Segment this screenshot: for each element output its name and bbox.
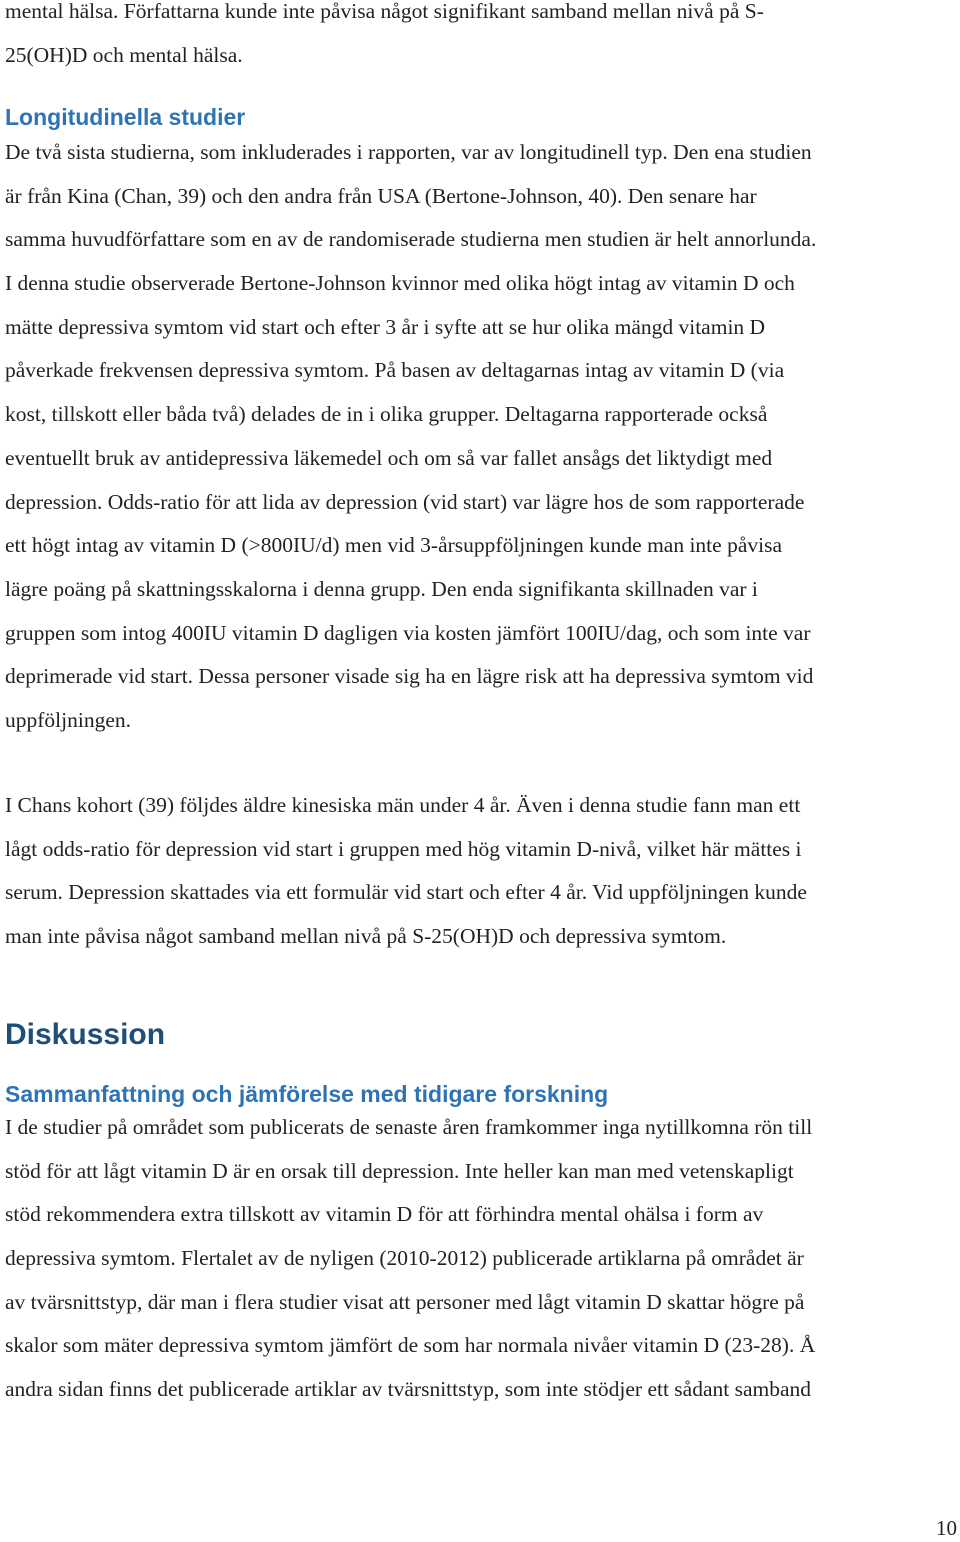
text-line: eventuellt bruk av antidepressiva läkemedel och om så var fallet ansågs det liktydigt med	[5, 445, 773, 470]
intro-paragraph	[5, 0, 764, 77]
section-heading-summary: Sammanfattning och jämförelse med tidigare forskning	[5, 1081, 609, 1107]
text-line: kost, tillskott eller båda två) delades de in i olika grupper. Deltagarna rapporterade också	[5, 402, 768, 427]
text-line: 25(OH)D och mental hälsa.	[5, 42, 243, 67]
longitudinal-paragraph	[5, 131, 816, 743]
text-line: De två sista studierna, som inkluderades i rapporten, var av longitudinell typ. Den ena studien	[5, 140, 812, 164]
chan-paragraph	[5, 784, 807, 959]
text-line: ett högt intag av vitamin D (>800IU/d) men vid 3-årsuppföljningen kunde man inte påvisa	[5, 533, 783, 558]
text-line: serum. Depression skattades via ett formulär vid start och efter 4 år. Vid uppföljningen kunde	[5, 880, 807, 905]
text-line: samma huvudförfattare som en av de randomiserade studierna men studien är helt annorlunda.	[5, 227, 817, 252]
text-line: uppföljningen.	[5, 707, 131, 732]
text-line: stöd för att lågt vitamin D är en orsak till depression. Inte heller kan man med vetenskapligt	[5, 1158, 794, 1183]
text-line: I de studier på området som publicerats de senaste åren framkommer inga nytillkomna rön till	[5, 1115, 813, 1139]
text-line: mental hälsa. Författarna kunde inte påvisa något signifikant samband mellan nivå på S-	[5, 0, 764, 23]
text-line: stöd rekommendera extra tillskott av vitamin D för att förhindra mental ohälsa i form av	[5, 1202, 764, 1227]
text-line: av tvärsnittstyp, där man i flera studier visat att personer med lågt vitamin D skattar högre på	[5, 1289, 805, 1314]
page-number: 10	[936, 1516, 957, 1540]
text-line: lägre poäng på skattningsskalorna i denna grupp. Den enda signifikanta skillnaden var i	[5, 576, 758, 601]
text-line: I denna studie observerade Bertone-Johnson kvinnor med olika högt intag av vitamin D och	[5, 271, 795, 296]
text-line: I Chans kohort (39) följdes äldre kinesiska män under 4 år. Även i denna studie fann man ett	[5, 793, 801, 817]
chapter-heading-discussion: Diskussion	[5, 1018, 166, 1051]
discussion-paragraph	[5, 1106, 815, 1412]
text-line: deprimerade vid start. Dessa personer visade sig ha en lägre risk att ha depressiva symtom vid	[5, 664, 814, 689]
text-line: depressiva symtom. Flertalet av de nyligen (2010-2012) publicerade artiklarna på området är	[5, 1246, 804, 1271]
text-line: depression. Odds-ratio för att lida av depression (vid start) var lägre hos de som rapporterade	[5, 489, 805, 514]
text-line: andra sidan finns det publicerade artiklar av tvärsnittstyp, som inte stödjer ett sådant samband	[5, 1377, 812, 1402]
text-line: gruppen som intog 400IU vitamin D dagligen via kosten jämfört 100IU/dag, och som inte var	[5, 620, 811, 645]
text-line: skalor som mäter depressiva symtom jämfört de som har normala nivåer vitamin D (23-28). Å	[5, 1333, 816, 1358]
text-line: påverkade frekvensen depressiva symtom. På basen av deltagarnas intag av vitamin D (via	[5, 358, 785, 383]
text-line: man inte påvisa något samband mellan nivå på S-25(OH)D och depressiva symtom.	[5, 924, 727, 949]
text-line: mätte depressiva symtom vid start och efter 3 år i syfte att se hur olika mängd vitamin D	[5, 314, 766, 339]
text-line: lågt odds-ratio för depression vid start i gruppen med hög vitamin D-nivå, vilket här mättes i	[5, 836, 802, 861]
text-line: är från Kina (Chan, 39) och den andra från USA (Bertone-Johnson, 40). Den senare har	[5, 183, 757, 208]
section-heading-longitudinal: Longitudinella studier	[5, 104, 246, 130]
